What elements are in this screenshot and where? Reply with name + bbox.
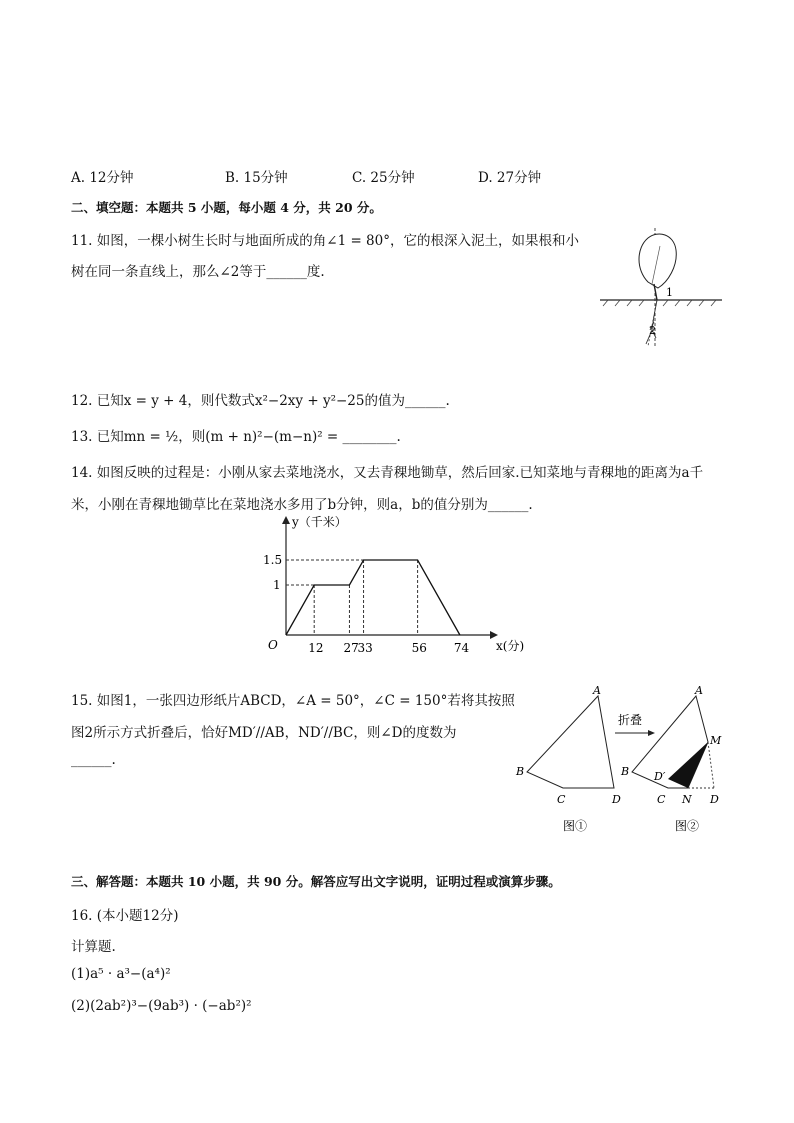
quad-abcd — [527, 696, 614, 788]
x-axis-label: x(分) — [496, 639, 525, 653]
fold-label: 折叠 — [618, 713, 643, 727]
y-tick-label-1.5: 1.5 — [263, 553, 283, 567]
fig2-point-b: B — [621, 765, 630, 778]
q12-text: 12. 已知x = y + 4，则代数式x²−2xy + y²−25的值为______. — [71, 393, 450, 409]
section3-title: 三、解答题：本题共 10 小题，共 90 分。解答应写出文字说明，证明过程或演算步骤。 — [71, 874, 561, 889]
origin-label: O — [268, 638, 278, 652]
tree-figure — [596, 226, 726, 352]
q13-text: 13. 已知mn = ½，则(m + n)²−(m−n)² = ________. — [71, 429, 401, 445]
choice-c: C. 25分钟 — [352, 170, 415, 186]
tree-root — [646, 300, 657, 344]
choice-d: D. 27分钟 — [478, 170, 542, 186]
x-tick-label-56: 56 — [411, 641, 427, 655]
y-axis-label: y（千米） — [292, 515, 347, 529]
y-tick-label-1: 1 — [273, 578, 281, 592]
section2-title: 二、填空题：本题共 5 小题，每小题 4 分，共 20 分。 — [71, 200, 382, 215]
x-tick-label-12: 12 — [308, 641, 324, 655]
angle1-label: 1 — [666, 286, 673, 299]
fig1-point-b: B — [516, 765, 525, 778]
distance-time-chart — [260, 510, 540, 660]
q11-line1: 11. 如图，一棵小树生长时与地面所成的角∠1 = 80°，它的根深入泥土，如果根和小 — [71, 233, 579, 249]
fold-figures — [505, 684, 735, 834]
x-axis-arrow — [490, 631, 498, 639]
q15-line1: 15. 如图1，一张四边形纸片ABCD，∠A = 50°，∠C = 150°若将其按照 — [71, 693, 515, 709]
q11-line2: 树在同一条直线上，那么∠2等于______度. — [71, 264, 325, 280]
x-tick-label-27: 27 — [343, 641, 359, 655]
ground-hatch — [603, 300, 716, 306]
x-tick-label-33: 33 — [357, 641, 373, 655]
folded-triangle — [668, 742, 708, 788]
q15-line3: ______. — [71, 752, 116, 768]
fig1-caption: 图① — [563, 819, 588, 833]
q16-part2: (2)(2ab²)³−(9ab³) · (−ab²)² — [71, 998, 252, 1014]
fig2-point-c: C — [657, 793, 666, 806]
fig2-point-n: N — [682, 793, 692, 806]
choice-b: B. 15分钟 — [225, 170, 288, 186]
angle2-label: 2 — [649, 324, 656, 337]
q16-header: 16. (本小题12分) — [71, 908, 179, 924]
fig1-point-c: C — [557, 793, 566, 806]
q15-line2: 图2所示方式折叠后，恰好MD′//AB，ND′//BC，则∠D的度数为 — [71, 725, 457, 741]
q16-part1: (1)a⁵ · a³−(a⁴)² — [71, 966, 171, 982]
folded-shape — [632, 696, 708, 788]
fig2-point-a: A — [695, 684, 703, 697]
fig2-caption: 图② — [675, 819, 700, 833]
fig2-point-d: D — [710, 793, 719, 806]
fig1-point-a: A — [593, 684, 601, 697]
fig1-point-d: D — [612, 793, 621, 806]
tree-crown — [639, 234, 676, 288]
fig2-point-m: M — [710, 734, 722, 747]
q14-line1: 14. 如图反映的过程是：小刚从家去菜地浇水，又去青稞地锄草，然后回家.已知菜地与青稞地的距离为a千 — [71, 465, 704, 481]
q16-intro: 计算题. — [71, 939, 116, 955]
series-line — [286, 560, 460, 635]
choice-a: A. 12分钟 — [71, 170, 134, 186]
x-tick-label-74: 74 — [453, 641, 470, 655]
fig2-point-dprime: D′ — [654, 770, 666, 783]
q14-line2: 米，小刚在青稞地锄草比在菜地浇水多用了b分钟，则a，b的值分别为______. — [71, 497, 533, 513]
y-axis-arrow — [282, 516, 290, 524]
